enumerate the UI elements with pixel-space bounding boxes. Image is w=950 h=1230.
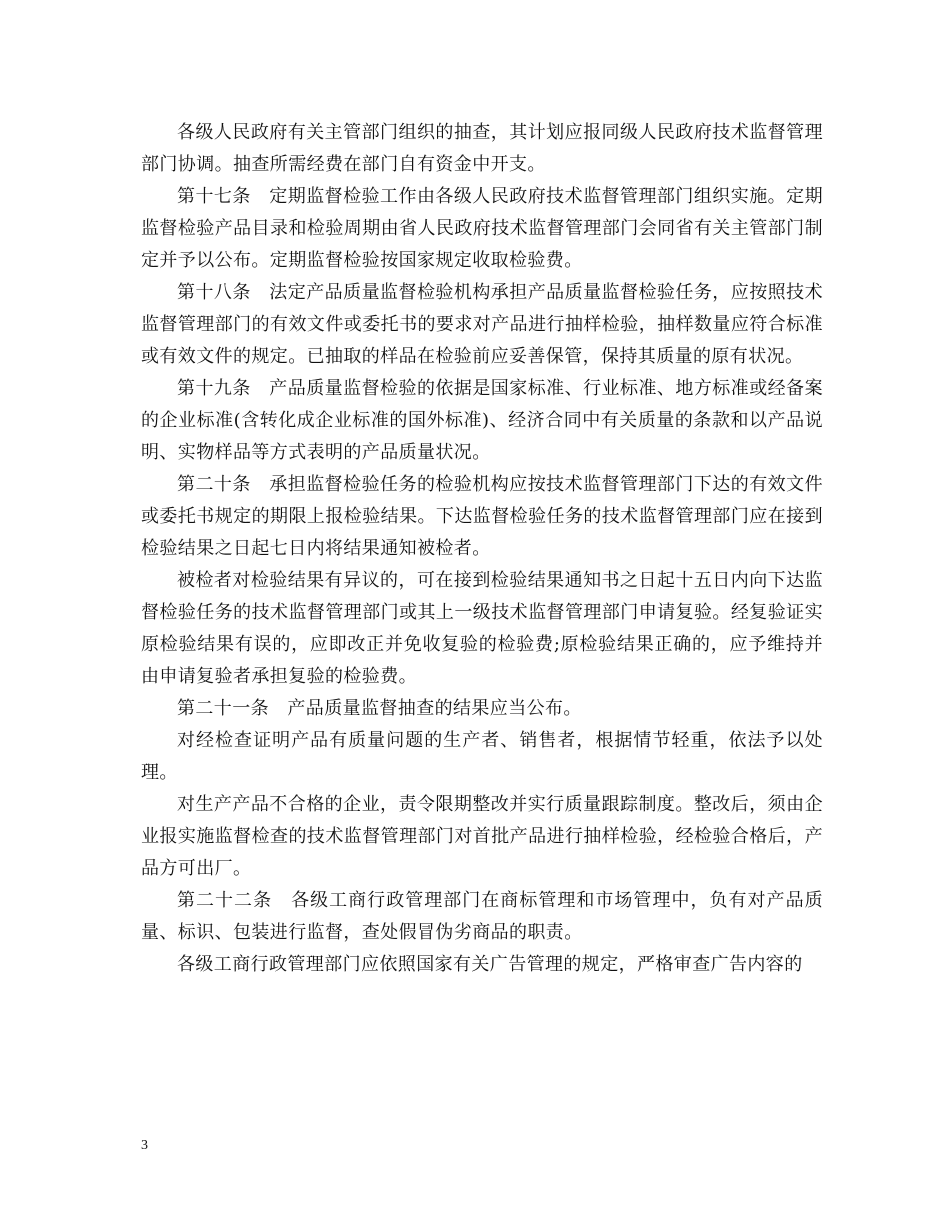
paragraph-article-19: 第十九条 产品质量监督检验的依据是国家标准、行业标准、地方标准或经备案的企业标准(含转化成企业标准的国外标准)、经济合同中有关质量的条款和以产品说明、实物样品等方式表明的产品质量状况。 <box>141 378 823 463</box>
paragraph: 对经检查证明产品有质量问题的生产者、销售者，根据情节轻重，依法予以处理。 <box>141 730 823 783</box>
paragraph-article-18: 第十八条 法定产品质量监督检验机构承担产品质量监督检验任务，应按照技术监督管理部门的有效文件或委托书的要求对产品进行抽样检验，抽样数量应符合标准或有效文件的规定。已抽取的样品在检验前应妥善保管，保持其质量的原有状况。 <box>141 282 823 367</box>
paragraph-article-21: 第二十一条 产品质量监督抽查的结果应当公布。 <box>177 698 582 719</box>
document-body <box>141 117 823 981</box>
paragraph-article-22: 第二十二条 各级工商行政管理部门在商标管理和市场管理中，负有对产品质量、标识、包装进行监督，查处假冒伪劣商品的职责。 <box>141 890 823 943</box>
paragraph: 各级工商行政管理部门应依照国家有关广告管理的规定，严格审查广告内容的 <box>177 954 803 975</box>
page-number: 3 <box>141 1138 148 1153</box>
paragraph-article-17: 第十七条 定期监督检验工作由各级人民政府技术监督管理部门组织实施。定期监督检验产品目录和检验周期由省人民政府技术监督管理部门会同省有关主管部门制定并予以公布。定期监督检验按国家规定收取检验费。 <box>141 186 823 271</box>
paragraph: 各级人民政府有关主管部门组织的抽查，其计划应报同级人民政府技术监督管理部门协调。抽查所需经费在部门自有资金中开支。 <box>141 122 823 175</box>
paragraph: 被检者对检验结果有异议的，可在接到检验结果通知书之日起十五日内向下达监督检验任务的技术监督管理部门或其上一级技术监督管理部门申请复验。经复验证实原检验结果有误的，应即改正并免收复验的检验费;原检验结果正确的，应予维持并由申请复验者承担复验的检验费。 <box>141 570 823 687</box>
paragraph-article-20: 第二十条 承担监督检验任务的检验机构应按技术监督管理部门下达的有效文件或委托书规定的期限上报检验结果。下达监督检验任务的技术监督管理部门应在接到检验结果之日起七日内将结果通知被检者。 <box>141 474 823 559</box>
paragraph: 对生产产品不合格的企业，责令限期整改并实行质量跟踪制度。整改后，须由企业报实施监督检查的技术监督管理部门对首批产品进行抽样检验，经检验合格后，产品方可出厂。 <box>141 794 823 879</box>
